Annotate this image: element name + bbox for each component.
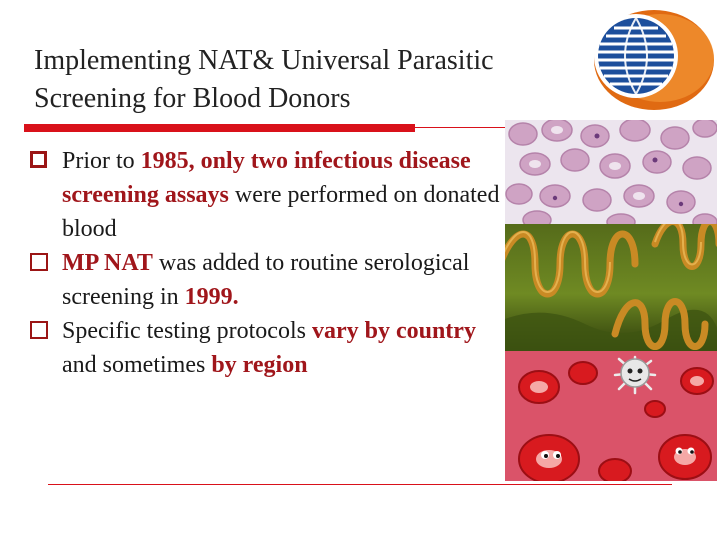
spirochete-bacteria-image [505, 224, 717, 351]
bullet-item [30, 246, 500, 314]
footer-divider [48, 484, 672, 485]
bullet-item [30, 314, 500, 382]
bullet-list [30, 144, 500, 382]
bullet-emphasis-text: 1999. [184, 284, 239, 310]
title-line-2: Screening for Blood Donors [34, 83, 351, 114]
bullet-emphasis-text: by region [211, 352, 308, 378]
blood-cells-virus-illustration [505, 351, 717, 481]
slide-title [34, 42, 579, 118]
bullet-emphasis-text: 1985, only two infectious disease screening assays [62, 148, 471, 208]
checkbox-filled-icon [30, 151, 47, 168]
bullet-text: were performed on donated blood [62, 182, 500, 242]
image-column [505, 120, 717, 481]
checkbox-empty-icon [30, 253, 48, 271]
title-divider-thin [415, 127, 505, 128]
bullet-emphasis-text: MP NAT [62, 250, 153, 276]
bullet-text: Prior to [62, 148, 141, 174]
globe-logo-icon [584, 4, 716, 116]
checkbox-empty-icon [30, 321, 48, 339]
bullet-item [30, 144, 500, 246]
bullet-text: Specific testing protocols [62, 318, 312, 344]
blood-smear-image [505, 120, 717, 224]
title-divider [24, 124, 415, 132]
title-line-1: Implementing NAT& Universal Parasitic [34, 45, 494, 76]
bullet-text: was added to routine serological screening in [62, 250, 470, 310]
bullet-text: and sometimes [62, 352, 212, 378]
bullet-emphasis-text: vary by country [311, 318, 476, 344]
